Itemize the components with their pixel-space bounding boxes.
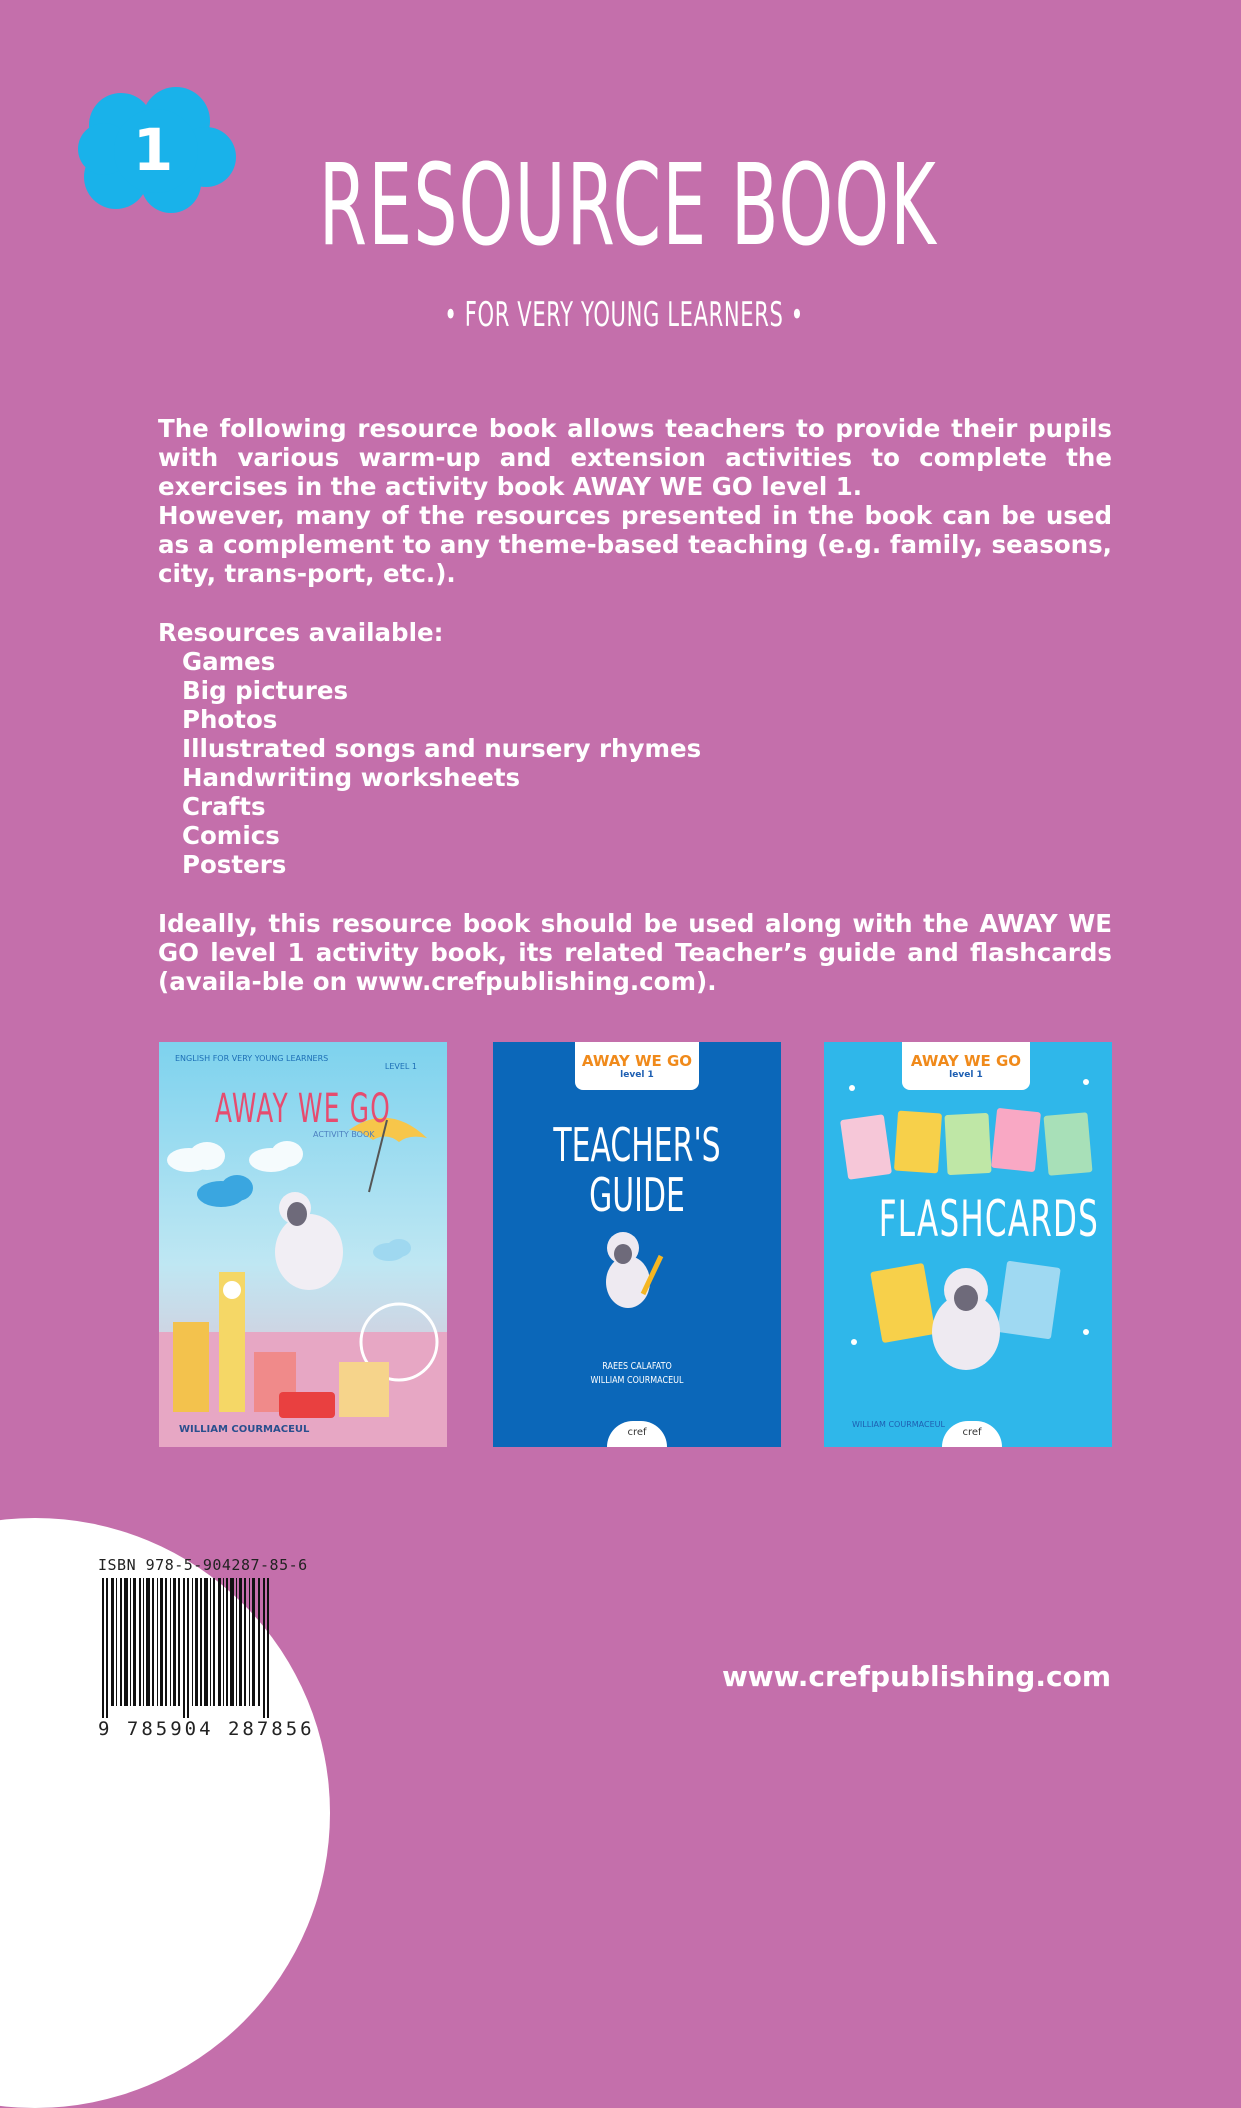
resources-section xyxy=(158,618,1112,879)
list-item: Illustrated songs and nursery rhymes xyxy=(182,734,702,763)
intro-paragraph-1: The following resource book allows teachers to provide their pupils with various warm-up and extension activities to complete the exercises in the activity book AWAY WE GO level 1. xyxy=(158,414,1112,501)
brand-level: level 1 xyxy=(949,1070,983,1080)
guide-authors xyxy=(522,1360,752,1388)
closing-paragraph: Ideally, this resource book should be used along with the AWAY WE GO level 1 activity book, its related Teacher’s guide and flashcards (availa-ble on www.crefpublishing.com). xyxy=(158,909,1112,996)
flashcards-title: FLASHCARDS xyxy=(878,1190,1100,1248)
teachers-guide-cover xyxy=(493,1042,781,1447)
cover-title: AWAY WE GO xyxy=(214,1086,392,1132)
list-item: Posters xyxy=(182,850,287,879)
brand-label: AWAY WE GO xyxy=(581,1052,693,1070)
list-item: Big pictures xyxy=(182,676,349,705)
flashcards-cover xyxy=(824,1042,1112,1447)
cover-level: LEVEL 1 xyxy=(384,1062,417,1071)
isbn-label: ISBN 978-5-904287-85-6 xyxy=(98,1556,308,1574)
guide-title-line-2: GUIDE xyxy=(589,1168,685,1222)
list-item: Handwriting worksheets xyxy=(182,763,521,792)
book-subtitle: • FOR VERY YOUNG LEARNERS • xyxy=(444,295,804,335)
list-item: Crafts xyxy=(182,792,266,821)
intro-paragraph-2: However, many of the resources presented in the book can be used as a complement to any theme-based teaching (e.g. family, seasons, city, trans-port, etc.). xyxy=(158,501,1112,588)
cover-top-label: ENGLISH FOR VERY YOUNG LEARNERS xyxy=(175,1054,329,1063)
brand-level: level 1 xyxy=(620,1070,654,1080)
resources-heading: Resources available: xyxy=(158,618,444,647)
cover-subtitle: ACTIVITY BOOK xyxy=(313,1130,375,1139)
list-item: Games xyxy=(182,647,276,676)
activity-book-cover xyxy=(159,1042,447,1447)
level-badge xyxy=(76,85,238,215)
brand-label: AWAY WE GO xyxy=(910,1052,1022,1070)
intro-text xyxy=(158,414,1112,588)
cover-author: WILLIAM COURMACEUL xyxy=(179,1424,310,1435)
list-item: Photos xyxy=(182,705,278,734)
resources-list xyxy=(158,647,1112,879)
publisher-url[interactable]: www.crefpublishing.com xyxy=(721,1660,1111,1693)
barcode-digits: 9 785904 287856 xyxy=(98,1718,315,1740)
flashcards-author: WILLIAM COURMACEUL xyxy=(852,1420,945,1429)
publisher-logo: cref xyxy=(942,1421,1002,1447)
guide-author-2: WILLIAM COURMACEUL xyxy=(590,1375,684,1386)
guide-author-1: RAEES CALAFATO xyxy=(602,1361,672,1372)
closing-text xyxy=(158,909,1112,996)
level-number: 1 xyxy=(132,116,174,184)
book-title: RESOURCE BOOK xyxy=(318,141,938,271)
list-item: Comics xyxy=(182,821,280,850)
guide-title-line-1: TEACHER'S xyxy=(553,1118,721,1172)
barcode-icon xyxy=(102,1578,270,1718)
publisher-logo: cref xyxy=(607,1421,667,1447)
